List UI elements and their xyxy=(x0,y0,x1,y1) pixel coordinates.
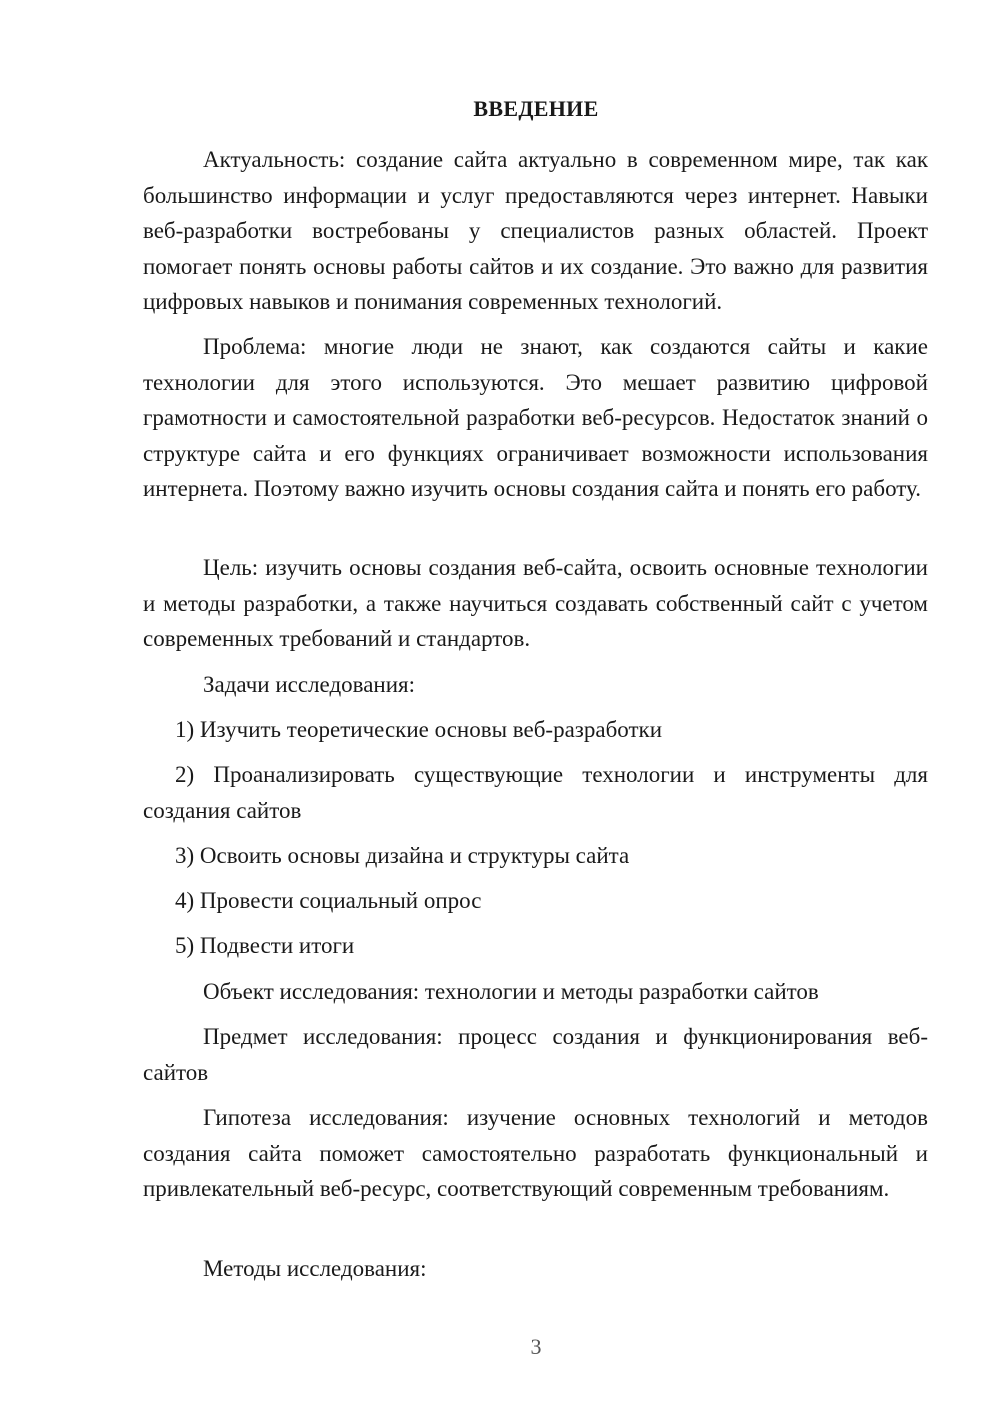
methods-heading: Методы исследования: xyxy=(203,1256,427,1281)
page-number: 3 xyxy=(530,1334,542,1359)
task-item-4: 4) Провести социальный опрос xyxy=(175,888,482,913)
paragraph-problem: Проблема: многие люди не знают, как создаются сайты и какие технологии для этого используются. Это мешает развитию цифровой грамотности и самостоятельной разработки веб-ресурсов. Недостаток знаний о структуре сайта и его функциях ограничивает возможности использования интернета. Поэтому важно изучить основы создания сайта и понять его работу. xyxy=(143,334,928,501)
tasks-heading: Задачи исследования: xyxy=(203,672,416,697)
paragraph-object: Объект исследования: технологии и методы разработки сайтов xyxy=(203,979,819,1004)
task-item-3: 3) Освоить основы дизайна и структуры сайта xyxy=(175,843,630,868)
task-item-1: 1) Изучить теоретические основы веб-разработки xyxy=(175,717,662,742)
paragraph-hypothesis: Гипотеза исследования: изучение основных технологий и методов создания сайта поможет самостоятельно разработать функциональный и привлекательный веб-ресурс, соответствующий современным требованиям. xyxy=(143,1105,928,1201)
task-item-2: 2) Проанализировать существующие технологии и инструменты для создания сайтов xyxy=(143,762,928,823)
task-item-5: 5) Подвести итоги xyxy=(175,933,355,958)
paragraph-subject: Предмет исследования: процесс создания и функционирования веб-сайтов xyxy=(143,1024,928,1085)
paragraph-goal: Цель: изучить основы создания веб-сайта, освоить основные технологии и методы разработки, а также научиться создавать собственный сайт с учетом современных требований и стандартов. xyxy=(143,555,928,651)
page-title: ВВЕДЕНИЕ xyxy=(473,96,599,121)
paragraph-relevance: Актуальность: создание сайта актуально в современном мире, так как большинство информации и услуг предоставляются через интернет. Навыки веб-разработки востребованы у специалистов разных областей. Проект помогает понять основы работы сайтов и их создание. Это важно для развития цифровых навыков и понимания современных технологий. xyxy=(143,147,928,314)
